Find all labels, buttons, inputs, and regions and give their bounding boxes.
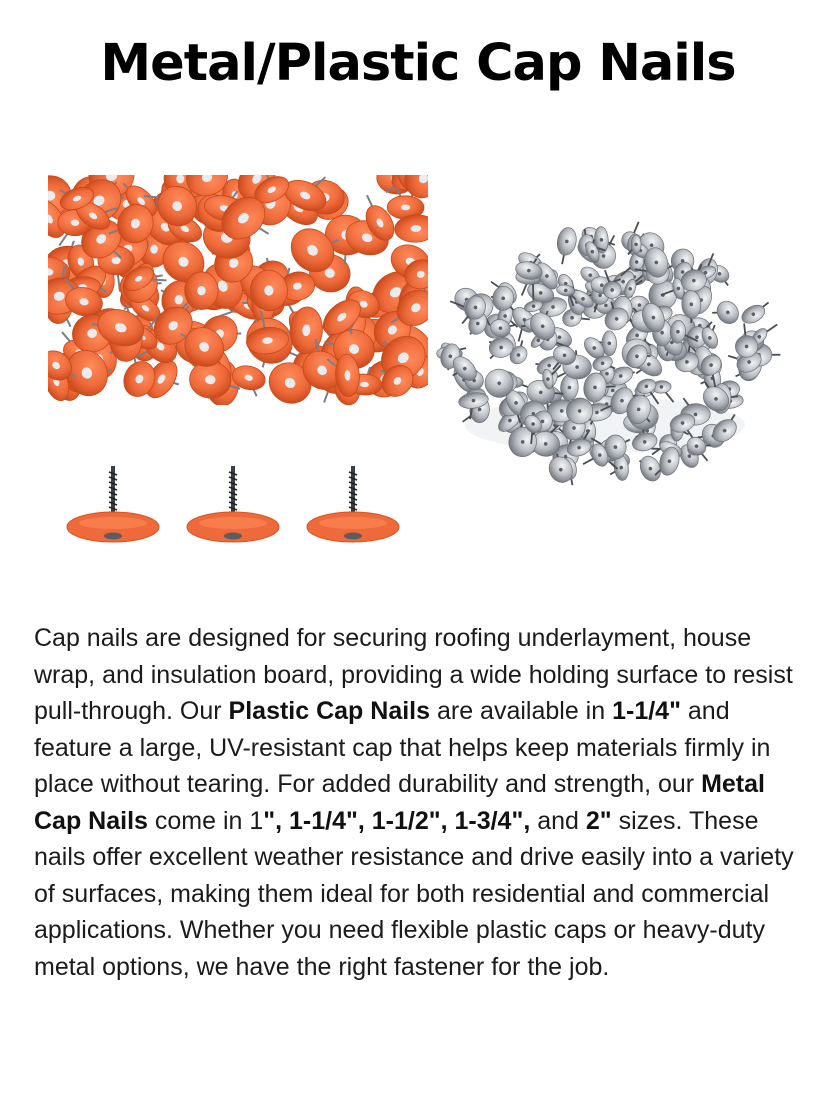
plastic-cap-nail-3 <box>307 466 399 542</box>
metal-sizes: ", 1-1/4", 1-1/2", 1-3/4", <box>263 806 531 835</box>
plastic-cap-nails-pile <box>40 170 450 411</box>
plastic-size: 1-1/4" <box>612 697 681 725</box>
product-illustration <box>40 170 800 570</box>
metal-cap-nails-label: Metal Cap Nails <box>34 770 765 835</box>
plastic-cap-nail-2 <box>187 466 279 542</box>
description-paragraph: Cap nails are designed for securing roofing underlayment, house wrap, and insulation board, providing a wide holding surface to resist pull-through. Our Plastic Cap Nails are available in 1-1/4" and feature a large, UV-resistant cap that helps keep materials firmly in place without tearing. For added durability and strength, our Metal Cap Nails come in 1", 1-1/4", 1-1/2", 1-3/4", and 2" sizes. These nails offer excellent weather resistance and drive easily into a variety of surfaces, making them ideal for both residential and commercial applications. Whether you need flexible plastic caps or heavy-duty metal options, we have the right fastener for the job. <box>34 624 794 981</box>
product-images <box>40 170 800 570</box>
page-title: Metal/Plastic Cap Nails <box>100 34 736 93</box>
plastic-cap-nail-1 <box>67 466 159 542</box>
metal-size-2in: 2" <box>585 806 612 835</box>
plastic-cap-nails-label: Plastic Cap Nails <box>228 697 431 725</box>
plastic-cap-nail-singles <box>67 466 399 542</box>
metal-cap-nails-pile <box>437 222 781 487</box>
